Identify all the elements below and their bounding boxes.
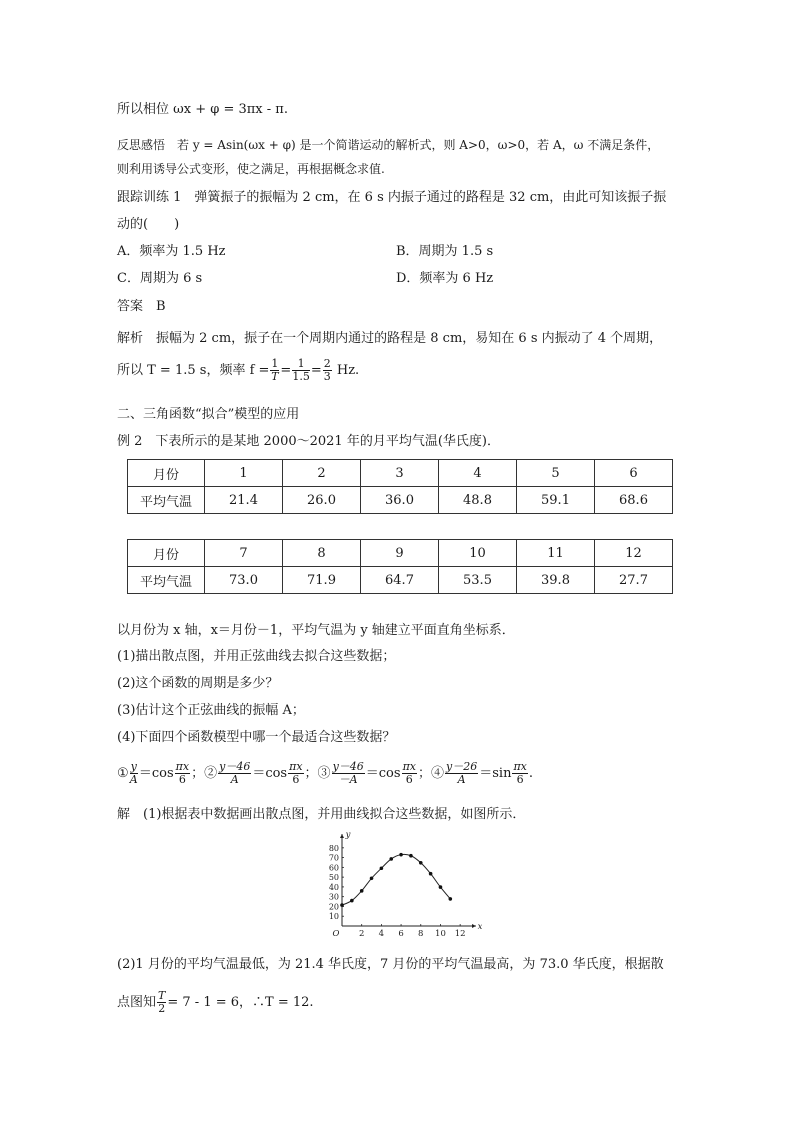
table-cell: 64.7 [361,567,439,594]
fraction-1-over-T [270,358,279,383]
table-cell: 3 [361,460,439,487]
data-point [370,877,374,881]
model-1-argument [175,761,190,786]
frac-den: 1.5 [292,370,310,383]
frac-den: 6 [292,773,300,786]
frac-num: 1 [292,358,310,371]
frac-den: A [230,773,239,786]
table-cell: 6 [595,460,673,487]
phase-line: 所以相位 ωx + φ = 3πx - π. [117,102,288,117]
frac-num: y－46 [332,760,364,773]
frac-num: 1 [271,357,279,370]
table-cell: 4 [439,460,517,487]
table-cell: 9 [361,540,439,567]
data-point [439,885,443,889]
model-3-label: ；③ [304,766,331,781]
table-cell: 53.5 [439,567,517,594]
table-cell: 2 [283,460,361,487]
frac-num: T [158,989,166,1002]
frac-den: 6 [405,773,413,786]
table-cell: 59.1 [517,487,595,514]
table-cell: 68.6 [595,487,673,514]
frac-num: 2 [323,357,331,370]
frac-den: 6 [178,773,186,786]
table-cell: 10 [439,540,517,567]
table-header-month: 月份 [128,540,205,567]
frac-den: 6 [516,773,524,786]
fitted-sine-curve [342,854,450,905]
x-tick-label: 8 [418,929,424,939]
frac-den: T [271,370,279,383]
frac-den: A [457,773,466,786]
question-4: (4)下面四个函数模型中哪一个最适合这些数据？ [117,730,396,745]
x-axis-arrow [472,924,476,928]
question-2: (2)这个函数的周期是多少？ [117,676,279,691]
solution-line-2: (2)1 月份的平均气温最低，为 21.4 华氏度，7 月份的平均气温最高，为 73.0 华氏度，根据散 [117,957,664,972]
reflection-line-1: 反思感悟 若 y = Asin(ωx + φ) 是一个简谐运动的解析式，则 A>0，ω>0，若 A，ω 不满足条件， [117,138,660,152]
origin-label: O [332,929,340,939]
table-cell: 73.0 [205,567,283,594]
x-tick-label: 6 [398,929,404,939]
y-tick-label: 70 [328,853,339,863]
x-axis-label: x [477,922,482,932]
table-header-month: 月份 [128,460,205,487]
data-point [360,889,364,893]
data-point [340,903,344,907]
frac-num: y－46 [219,760,251,773]
x-tick-label: 2 [358,929,365,939]
y-axis-label: y [345,832,351,840]
table-row-temps [128,567,673,594]
question-3: (3)估计这个正弦曲线的振幅 A； [117,703,305,718]
option-a: A．频率为 1.5 Hz [117,244,226,259]
table-cell: 5 [517,460,595,487]
models-end: . [528,766,534,781]
option-d: D．频率为 6 Hz [396,271,494,286]
analysis-line-2: 所以 T = 1.5 s，频率 f = $\frac{1}{T}$ = $\frac{1}{1.5}$ = $\frac{2}{3}$ Hz. [117,357,360,383]
temperature-scatter-chart [312,832,482,940]
analysis-line-1: 解析 振幅为 2 cm，振子在一个周期内通过的路程是 8 cm，易知在 6 s 内振动了 4 个周期， [117,331,663,346]
axes-description: 以月份为 x 轴，x＝月份－1，平均气温为 y 轴建立平面直角坐标系． [117,623,515,638]
models-line [117,761,533,786]
model-2-fraction [218,761,251,786]
frac-num: y [130,760,137,773]
frac-num: πx [402,760,416,773]
frac-num: πx [289,760,303,773]
analysis-prefix: 所以 T = 1.5 s，频率 f = [117,363,270,378]
chart-ticks [329,844,466,939]
model-1-fn: ＝cos [138,766,174,781]
table-cell: 21.4 [205,487,283,514]
data-point [380,866,384,870]
table-row-months [128,460,673,487]
x-tick-label: 12 [454,929,466,939]
y-tick-label: 20 [328,902,339,912]
data-point [419,861,423,865]
y-tick-label: 50 [328,873,339,883]
table-header-temp: 平均气温 [128,567,205,594]
data-point [399,853,403,857]
example-2-title: 例 2 下表所示的是某地 2000～2021 年的月平均气温(华氏度)． [117,434,500,449]
y-axis-arrow [340,834,344,838]
table-cell: 11 [517,540,595,567]
unit-hz: Hz. [336,363,360,378]
option-b: B．周期为 1.5 s [396,244,494,259]
frac-den: 2 [158,1002,166,1015]
model-4-fn: ＝sin [479,766,512,781]
fraction-2-over-3 [323,358,332,383]
y-tick-label: 10 [328,912,339,922]
model-4-fraction [445,761,478,786]
data-point [429,872,433,876]
answer-line: 答案 B [117,299,166,314]
frac-num: πx [513,760,527,773]
chart-axes [333,832,482,939]
y-tick-label: 80 [328,843,339,853]
x-tick-label: 4 [378,929,385,939]
fraction-1-over-1-5 [292,358,310,383]
x-tick-label: 10 [435,929,446,939]
table-cell: 27.7 [595,567,673,594]
option-c: C．周期为 6 s [117,271,203,286]
table-cell: 1 [205,460,283,487]
temperature-table-1 [127,459,673,514]
solution-line-3 [117,990,314,1015]
frac-num: y－26 [446,760,478,773]
table-cell: 7 [205,540,283,567]
solution-line-1: 解 (1)根据表中数据画出散点图，并用曲线拟合这些数据，如图所示． [117,807,526,822]
model-1-label: ① [117,766,129,781]
table-cell: 71.9 [283,567,361,594]
table-row-temps [128,487,673,514]
table-cell: 36.0 [361,487,439,514]
model-2-label: ；② [191,766,218,781]
fraction-T-over-2 [157,990,166,1015]
data-point [389,857,393,861]
table-cell: 26.0 [283,487,361,514]
exercise-1-line-2: 动的( ) [117,217,180,232]
table-cell: 8 [283,540,361,567]
y-tick-label: 60 [328,863,339,873]
model-2-argument [288,761,303,786]
model-4-label: ；④ [418,766,445,781]
solution-suffix: = 7 - 1 = 6，∴T = 12. [167,995,314,1010]
frac-num: πx [175,760,190,773]
section-2-title: 二、三角函数“拟合”模型的应用 [117,407,300,422]
table-cell: 48.8 [439,487,517,514]
data-point [350,899,354,903]
table-cell: 39.8 [517,567,595,594]
model-2-fn: ＝cos [252,766,288,781]
reflection-line-2: 则利用诱导公式变形，使之满足，再根据概念求值. [117,162,385,176]
y-tick-label: 30 [328,892,339,902]
model-1-fraction [130,761,138,786]
model-4-argument [512,761,527,786]
y-tick-label: 40 [328,882,339,892]
solution-prefix: 点图知 [117,995,157,1010]
model-3-fn: ＝cos [365,766,401,781]
table-header-temp: 平均气温 [128,487,205,514]
temperature-table-2 [127,539,673,594]
model-3-fraction [332,761,365,786]
frac-den: A [129,773,138,786]
question-1: (1)描出散点图，并用正弦曲线去拟合这些数据； [117,649,396,664]
frac-den: 3 [323,370,331,383]
table-cell: 12 [595,540,673,567]
table-row-months [128,540,673,567]
model-3-argument [402,761,417,786]
data-point [409,854,413,858]
frac-den: －A [338,773,358,786]
exercise-1-line-1: 跟踪训练 1 弹簧振子的振幅为 2 cm，在 6 s 内振子通过的路程是 32 cm，由此可知该振子振 [117,190,667,205]
data-point [449,897,453,901]
